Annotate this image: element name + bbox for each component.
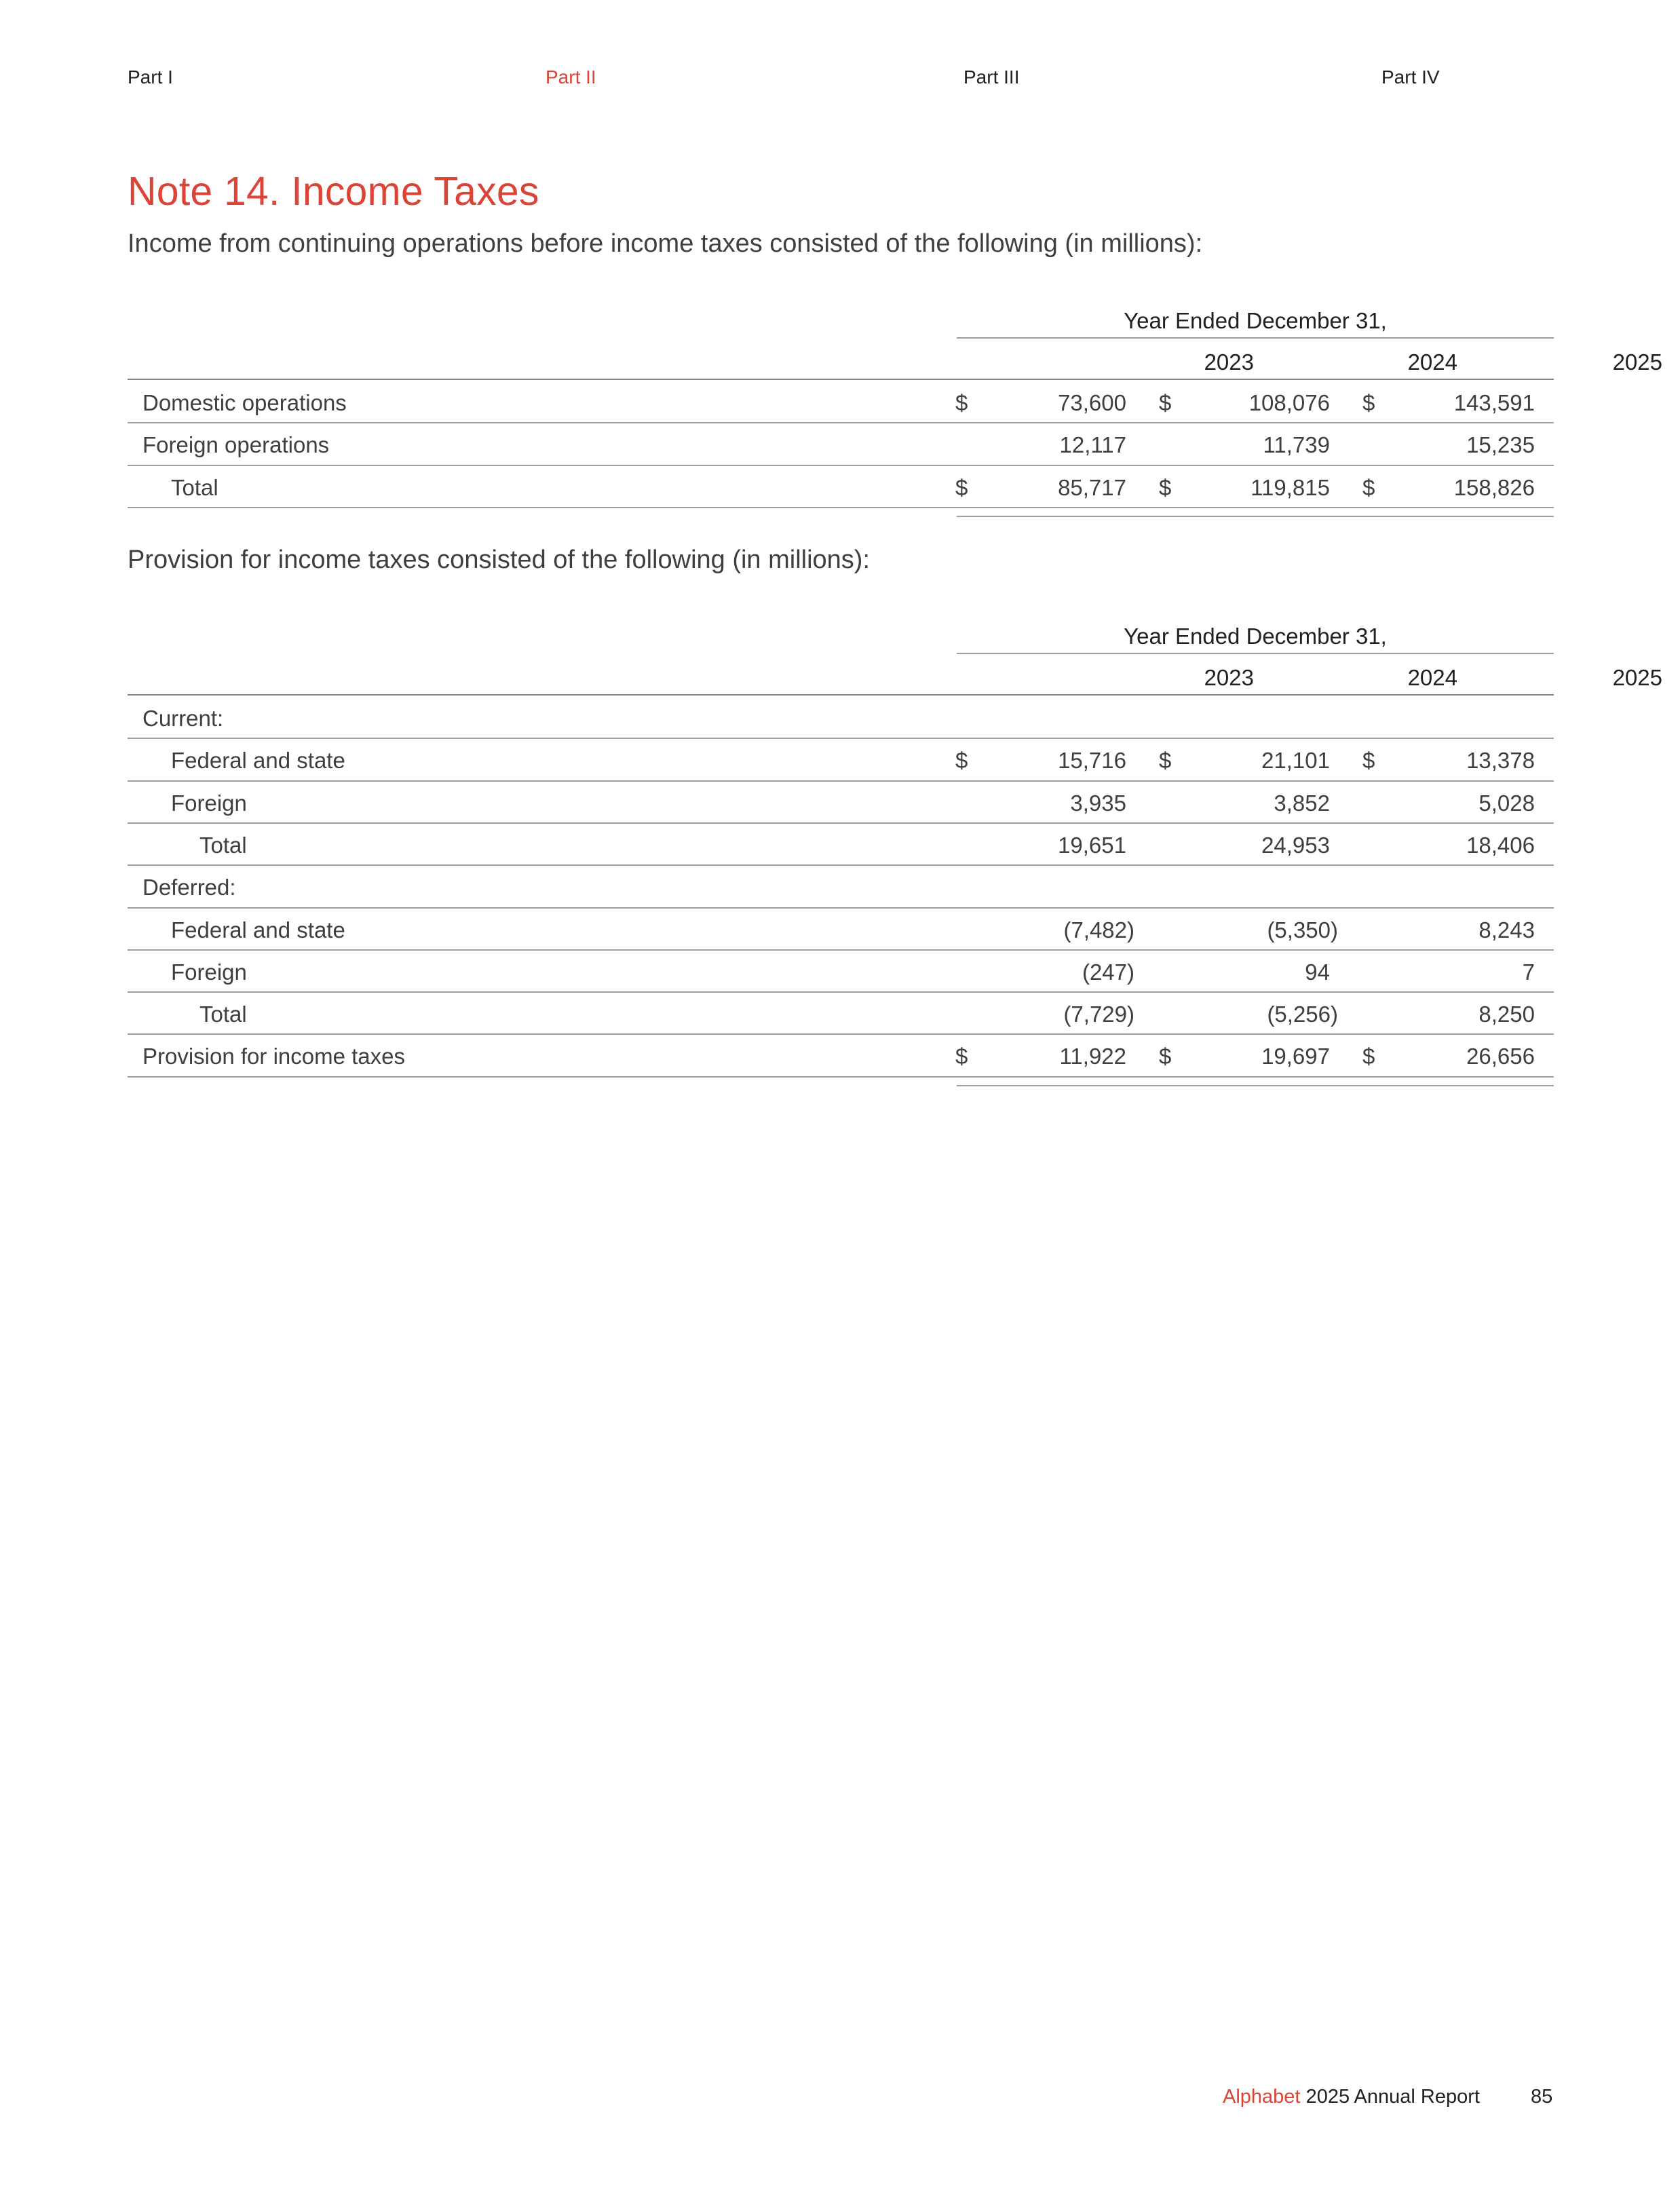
table2-year-2025: 2025: [1612, 665, 1662, 690]
table-row: [128, 738, 1554, 780]
dollar-sign: $: [1159, 390, 1172, 415]
footer-report: [1223, 2086, 1480, 2108]
row-label-total: Total: [199, 1002, 247, 1027]
cell-2023: (247): [1082, 959, 1134, 985]
row-label-federal-and-state: Federal and state: [171, 917, 345, 943]
cell-2023: 11,922: [1059, 1044, 1126, 1069]
cell-2023: 19,651: [1058, 832, 1126, 858]
nav-part-4[interactable]: Part IV: [1381, 66, 1440, 88]
cell-2024: 24,953: [1261, 832, 1330, 858]
cell-2025: 8,250: [1478, 1002, 1535, 1027]
cell-2025: 7: [1522, 959, 1535, 985]
table-row: [128, 991, 1554, 1033]
page-number: 85: [1531, 2086, 1553, 2108]
cell-2023: 3,935: [1070, 790, 1126, 816]
dollar-sign: $: [1362, 474, 1375, 500]
double-underline: [957, 516, 1554, 517]
cell-2025: 8,243: [1478, 917, 1535, 943]
cell-2024: (5,350): [1267, 917, 1338, 943]
cell-2024: 119,815: [1251, 474, 1330, 500]
table-row: [128, 949, 1554, 991]
nav-part-3[interactable]: Part III: [963, 66, 1020, 88]
row-label-federal-and-state: Federal and state: [171, 748, 345, 774]
row-label-foreign: Foreign: [171, 959, 247, 985]
row-label-provision-for-income-taxes: Provision for income taxes: [142, 1044, 405, 1069]
table-row: [128, 380, 1554, 422]
dollar-sign: $: [1159, 748, 1172, 774]
cell-2025: 158,826: [1453, 474, 1535, 500]
row-label-foreign-operations: Foreign operations: [142, 432, 330, 458]
dollar-sign: $: [1362, 390, 1375, 415]
row-divider: [128, 507, 1554, 508]
table-row: [128, 696, 1554, 738]
cell-2023: 15,716: [1058, 748, 1126, 774]
nav-part-1[interactable]: Part I: [128, 66, 173, 88]
table-row: [128, 907, 1554, 949]
row-label-deferred: Deferred:: [142, 875, 236, 900]
table2-header-rule: [957, 653, 1554, 654]
table2-year-2024: 2024: [1407, 665, 1457, 690]
cell-2023: 12,117: [1059, 432, 1126, 458]
page-title: Note 14. Income Taxes: [128, 169, 539, 214]
cell-2023: (7,482): [1063, 917, 1134, 943]
dollar-sign: $: [1159, 474, 1172, 500]
table-row: [128, 780, 1554, 822]
table2-intro: Provision for income taxes consisted of the following (in millions):: [128, 546, 871, 574]
table-row: [128, 422, 1554, 464]
cell-2024: 19,697: [1261, 1044, 1330, 1069]
double-underline: [957, 1085, 1554, 1086]
cell-2025: 13,378: [1466, 748, 1535, 774]
footer-brand: Alphabet: [1223, 2086, 1301, 2108]
table1-year-2023: 2023: [1204, 349, 1254, 375]
dollar-sign: $: [955, 748, 968, 774]
table-row: [128, 864, 1554, 907]
table1-intro: Income from continuing operations before income taxes consisted of the following (in millions):: [128, 229, 1203, 258]
cell-2025: 15,235: [1466, 432, 1535, 458]
dollar-sign: $: [1159, 1044, 1172, 1069]
row-label-current: Current:: [142, 706, 224, 731]
table-row: [128, 822, 1554, 864]
cell-2024: 11,739: [1263, 432, 1330, 458]
table1-header-rule: [957, 337, 1554, 339]
table1-group-header: Year Ended December 31,: [1124, 308, 1387, 333]
cell-2023: 85,717: [1058, 474, 1126, 500]
footer-report-title: 2025 Annual Report: [1305, 2086, 1480, 2108]
cell-2024: 108,076: [1248, 390, 1330, 415]
dollar-sign: $: [955, 390, 968, 415]
cell-2025: 18,406: [1466, 832, 1535, 858]
row-label-total: Total: [199, 832, 247, 858]
cell-2023: 73,600: [1058, 390, 1126, 415]
cell-2024: (5,256): [1267, 1002, 1338, 1027]
table-row: [128, 465, 1554, 507]
table2-group-header: Year Ended December 31,: [1124, 624, 1387, 649]
row-divider: [128, 1076, 1554, 1078]
row-label-foreign: Foreign: [171, 790, 247, 816]
table1-year-2024: 2024: [1407, 349, 1457, 375]
dollar-sign: $: [955, 474, 968, 500]
dollar-sign: $: [955, 1044, 968, 1069]
cell-2024: 3,852: [1274, 790, 1330, 816]
row-label-domestic-operations: Domestic operations: [142, 390, 347, 415]
cell-2025: 143,591: [1453, 390, 1535, 415]
cell-2025: 26,656: [1466, 1044, 1535, 1069]
cell-2025: 5,028: [1478, 790, 1535, 816]
dollar-sign: $: [1362, 748, 1375, 774]
table2-year-2023: 2023: [1204, 665, 1254, 690]
row-label-total: Total: [171, 474, 218, 500]
cell-2024: 94: [1305, 959, 1330, 985]
table1-year-2025: 2025: [1612, 349, 1662, 375]
cell-2023: (7,729): [1063, 1002, 1134, 1027]
dollar-sign: $: [1362, 1044, 1375, 1069]
nav-part-2[interactable]: Part II: [546, 66, 596, 88]
cell-2024: 21,101: [1261, 748, 1330, 774]
table-row: [128, 1033, 1554, 1076]
